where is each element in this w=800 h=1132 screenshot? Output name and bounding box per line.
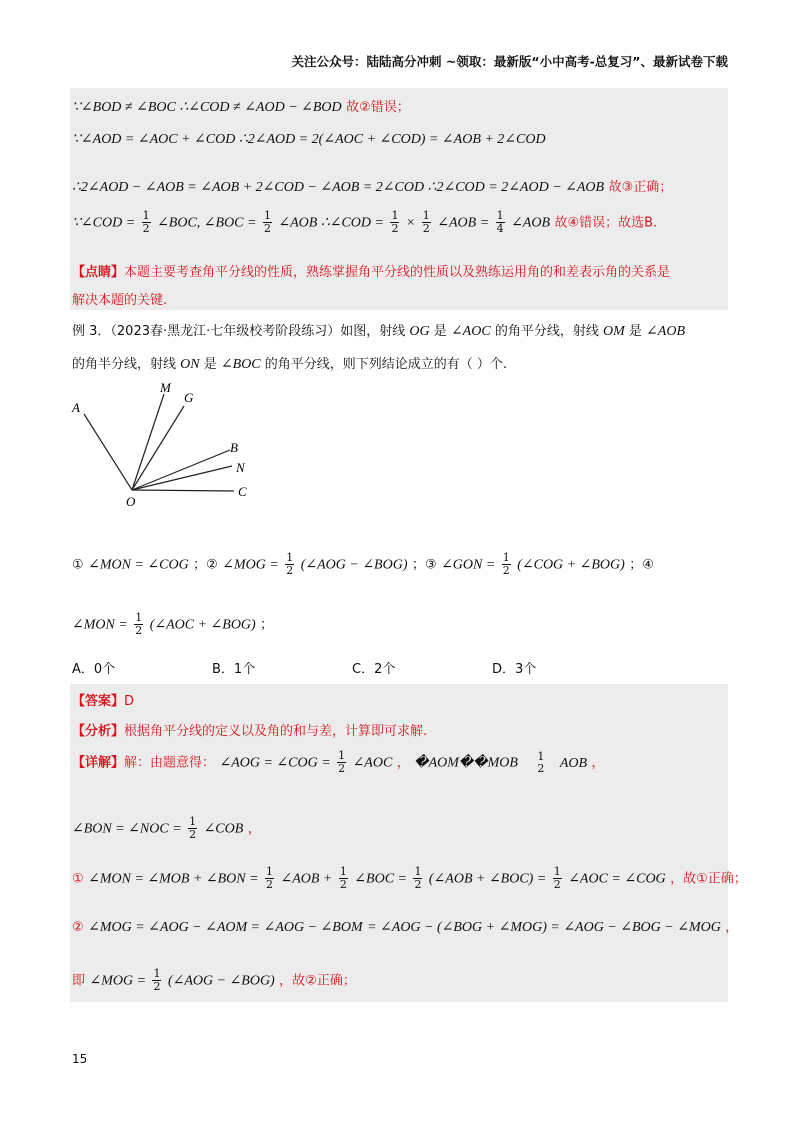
detail-comma: ， <box>591 755 605 771</box>
sol-line-1-math: ∵∠BOD ≠ ∠BOC ∴∠COD ≠ ∠AOD − ∠BOD <box>72 100 342 115</box>
detail-3c: ∠BOC = <box>354 871 407 887</box>
sol-line-4-part-a: ∵∠COD = <box>72 215 136 231</box>
example-line-2 <box>72 353 507 373</box>
detail-5b: (∠AOG − ∠BOG) <box>167 973 275 989</box>
detail-3a: ∠MON = ∠MOB + ∠BON = <box>88 871 259 887</box>
detail-5-mark: 即 <box>72 973 86 989</box>
detail-3e: ∠AOC = ∠COG <box>568 871 666 887</box>
statement-2a: ∠MOG = <box>222 557 279 573</box>
fraction-half: $\frac{1}{2}$ <box>391 209 399 235</box>
fraction-half: 1 2 <box>537 749 545 775</box>
label-c: C <box>238 484 247 499</box>
statement-3b: (∠COG + ∠BOG) <box>517 557 625 573</box>
analysis-line <box>72 720 427 739</box>
ray-on: ON <box>180 357 200 372</box>
statement-sep: ；③ <box>411 557 437 573</box>
example-line-1 <box>72 320 685 340</box>
ray-om: OM <box>602 324 625 339</box>
sol-line-2 <box>72 131 546 148</box>
detail-2b: ∠COB <box>203 821 244 837</box>
detail-line-5 <box>72 968 356 993</box>
fraction-half: $\frac{1}{2}$ <box>414 865 422 891</box>
fraction-half: $\frac{1}{2}$ <box>189 815 197 841</box>
sol-line-2-math: ∵∠AOD = ∠AOC + ∠COD ∴2∠AOD = 2(∠AOC + ∠COD) = ∠AOB + 2∠COD <box>72 132 546 147</box>
detail-line-3 <box>72 866 747 891</box>
sol-line-4-part-b: ∠BOC, ∠BOC = <box>157 215 257 231</box>
fraction-half: $\frac{1}{2}$ <box>135 611 143 637</box>
statement-3a: ∠GON = <box>441 557 496 573</box>
sol-line-4-part-f: ∠AOB <box>511 215 551 231</box>
detail-3d: (∠AOB + ∠BOC) = <box>428 871 547 887</box>
tip-label: 【点睛】 <box>72 265 125 280</box>
statement-4b: (∠AOC + ∠BOG) <box>149 617 256 633</box>
label-a: A <box>72 400 80 415</box>
fraction-half: $\frac{1}{2}$ <box>338 749 346 775</box>
detail-1d: �AOM��MOB <box>414 755 518 771</box>
tip-line-1 <box>72 261 670 280</box>
example-word: 是 <box>433 324 447 339</box>
sol-line-1 <box>72 96 410 116</box>
example-line-2b: 的角平分线，则下列结论成立的有（ ）个. <box>264 357 508 372</box>
fraction-half: $\frac{1}{2}$ <box>502 551 510 577</box>
angle-figure <box>60 376 270 516</box>
ray-oc <box>132 490 234 491</box>
page-header: 关注公众号：陆陆高分冲刺 ~领取：最新版“小中高考-总复习”、最新试卷下载 <box>291 54 728 69</box>
fraction-half: $\frac{1}{2}$ <box>142 209 150 235</box>
option-a[interactable]: A．0个 <box>72 662 116 677</box>
label-b: B <box>230 440 238 455</box>
statements-line-2 <box>72 612 273 637</box>
answer-line <box>72 690 134 709</box>
statements-line-1 <box>72 552 654 577</box>
sol-line-4-part-e: ∠AOB = <box>437 215 490 231</box>
option-c[interactable]: C．2个 <box>352 662 396 677</box>
sol-line-4-note: 故④错误；故选B. <box>554 215 658 231</box>
angle-boc: ∠BOC <box>220 357 261 372</box>
statement-4a: ∠MON = <box>72 617 128 633</box>
detail-4a: ∠MOG = ∠AOG − ∠AOM = ∠AOG − ∠BOM <box>88 920 363 935</box>
option-d[interactable]: D．3个 <box>492 662 537 677</box>
fraction-half: $\frac{1}{2}$ <box>286 551 294 577</box>
label-o: O <box>126 494 136 509</box>
tip-line-2: 解决本题的关键. <box>72 293 168 308</box>
detail-3-mark: ① <box>72 871 84 887</box>
detail-3b: ∠AOB + <box>280 871 333 887</box>
analysis-text: 根据角平分线的定义以及角的和与差，计算即可求解. <box>124 724 428 739</box>
ray-oa <box>84 414 132 490</box>
example-mid: 的角平分线，射线 <box>494 324 599 339</box>
detail-1e: AOB <box>559 755 588 771</box>
statement-sep: ；② <box>193 557 218 573</box>
label-n: N <box>236 460 245 475</box>
angle-aoc: ∠AOC <box>450 324 491 339</box>
detail-line-2 <box>72 816 261 841</box>
fraction-half: $\frac{1}{2}$ <box>422 209 430 235</box>
sol-line-3-math: ∴2∠AOD − ∠AOB = ∠AOB + 2∠COD − ∠AOB = 2∠COD ∴2∠COD = 2∠AOD − ∠AOB <box>72 180 605 195</box>
sol-line-3-note: 故③正确； <box>608 180 673 195</box>
detail-line-1 <box>72 750 605 775</box>
sol-line-4-part-c: ∠AOB ∴∠COD = <box>278 215 384 231</box>
label-g: G <box>184 390 194 405</box>
option-b[interactable]: B．1个 <box>212 662 256 677</box>
detail-2a: ∠BON = ∠NOC = <box>72 821 182 837</box>
detail-line-4 <box>72 916 738 936</box>
detail-comma: ， <box>247 821 261 837</box>
detail-1a: ∠AOG = ∠COG = <box>219 755 331 771</box>
ray-og: OG <box>409 324 430 339</box>
example-word: 是 <box>203 357 217 372</box>
example-word: 是 <box>628 324 642 339</box>
detail-intro: 解：由题意得： <box>124 755 216 771</box>
fraction-half: $\frac{1}{2}$ <box>553 865 561 891</box>
detail-5a: ∠MOG = <box>89 973 147 989</box>
fraction-quarter: $\frac{1}{4}$ <box>496 209 504 235</box>
detail-1b: ∠AOC <box>352 755 393 771</box>
detail-4b: = ∠AOG − (∠BOG + ∠MOG) = ∠AOG − ∠BOG − ∠MOG <box>367 920 721 935</box>
analysis-label: 【分析】 <box>72 724 125 739</box>
sol-line-1-note: 故②错误； <box>346 100 410 115</box>
angle-aob: ∠AOB <box>646 324 685 339</box>
detail-comma: ， <box>396 755 410 771</box>
page-number: 15 <box>72 1052 88 1066</box>
answer-label: 【答案】 <box>72 694 125 709</box>
statement-sep: ； <box>260 617 274 633</box>
fraction-half: $\frac{1}{2}$ <box>153 967 161 993</box>
sol-line-4-part-d: × <box>405 215 416 231</box>
detail-comma: ， <box>725 920 739 935</box>
fraction-half: $\frac{1}{2}$ <box>263 209 271 235</box>
sol-line-4 <box>72 210 657 235</box>
detail-4-mark: ② <box>72 920 84 935</box>
example-line-2a: 的角半分线，射线 <box>72 357 177 372</box>
detail-3-note: ，故①正确； <box>670 871 747 887</box>
statement-2b: (∠AOG − ∠BOG) <box>300 557 408 573</box>
answer-value: D <box>124 694 135 709</box>
ray-og-line <box>132 406 184 490</box>
detail-5-note: ，故②正确； <box>279 973 356 989</box>
detail-label: 【详解】 <box>72 755 125 771</box>
ray-om-line <box>132 394 164 490</box>
fraction-half: $\frac{1}{2}$ <box>339 865 347 891</box>
statement-1-mark: ① <box>72 557 84 573</box>
sol-line-3 <box>72 176 672 196</box>
label-m: M <box>160 380 171 395</box>
statement-1: ∠MON = ∠COG <box>88 557 189 573</box>
example-intro: 例 3．（2023春·黑龙江·七年级校考阶段练习）如图，射线 <box>72 324 406 339</box>
statement-sep: ；④ <box>629 557 654 573</box>
fraction-half: $\frac{1}{2}$ <box>266 865 274 891</box>
tip-text-1: 本题主要考查角平分线的性质，熟练掌握角平分线的性质以及熟练运用角的和差表示角的关系是 <box>124 265 671 280</box>
